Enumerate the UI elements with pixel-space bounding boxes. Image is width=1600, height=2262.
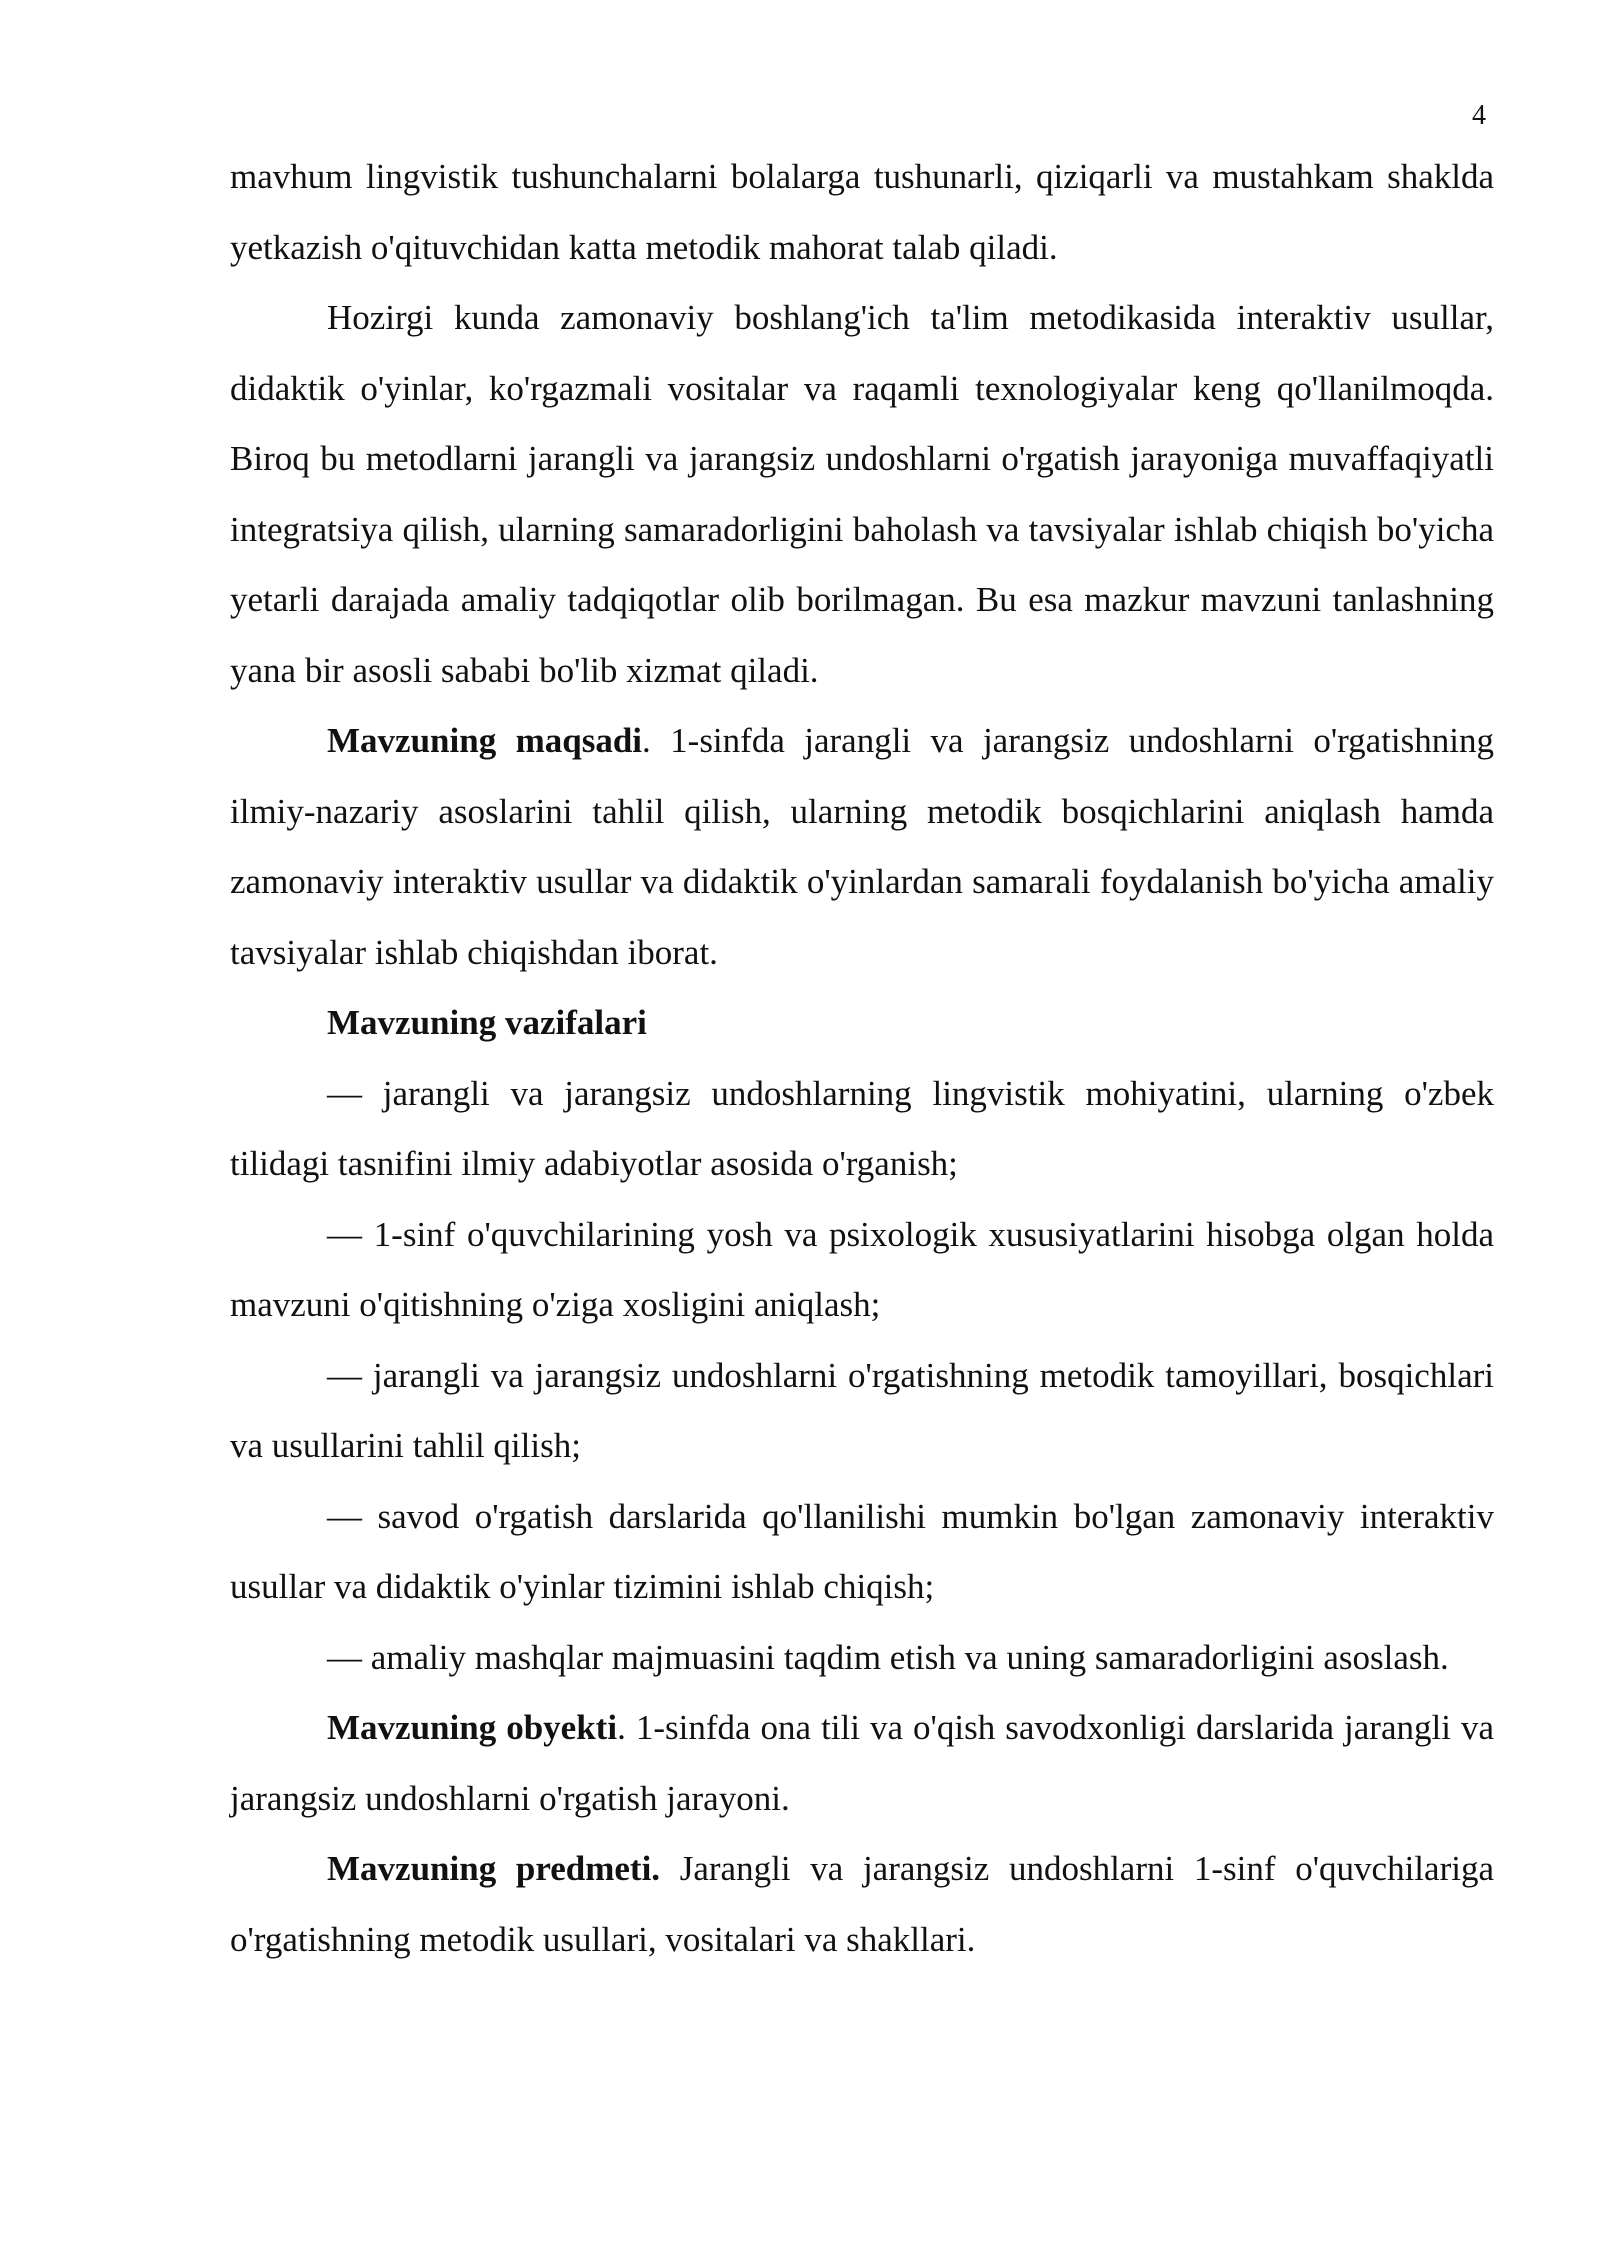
tasks-heading: Mavzuning vazifalari <box>327 1003 647 1042</box>
task-item: — jarangli va jarangsiz undoshlarni o'rgatishning metodik tamoyillari, bosqichlari va usullarini tahlil qilish; <box>230 1355 1494 1465</box>
object-heading: Mavzuning obyekti <box>327 1708 618 1747</box>
goal-text: . 1-sinfda jarangli va jarangsiz undoshlarni o'rgatishning ilmiy-nazariy asoslarini tahlil qilish, ularning metodik bosqichlarini aniqlash hamda zamonaviy interaktiv usullar va didaktik o'yinlardan samarali foydalanish bo'yicha amaliy tavsiyalar ishlab chiqishdan iborat. <box>230 721 1494 972</box>
page-number: 4 <box>1472 100 1486 131</box>
paragraph-relevance: Hozirgi kunda zamonaviy boshlang'ich ta'lim metodikasida interaktiv usullar, didaktik o'yinlar, ko'rgazmali vositalar va raqamli texnologiyalar keng qo'llanilmoqda. Biroq bu metodlarni jarangli va jarangsiz undoshlarni o'rgatish jarayoniga muvaffaqiyatli integratsiya qilish, ularning samaradorligini baholash va tavsiyalar ishlab chiqish bo'yicha yetarli darajada amaliy tadqiqotlar olib borilmagan. Bu esa mazkur mavzuni tanlashning yana bir asosli sababi bo'lib xizmat qiladi. <box>230 298 1494 690</box>
task-item: — amaliy mashqlar majmuasini taqdim etish va uning samaradorligini asoslash. <box>327 1637 1449 1677</box>
subject-heading: Mavzuning predmeti. <box>327 1849 661 1888</box>
task-item: — savod o'rgatish darslarida qo'llanilishi mumkin bo'lgan zamonaviy interaktiv usullar va didaktik o'yinlar tizimini ishlab chiqish; <box>230 1496 1494 1606</box>
document-body <box>230 142 1494 1975</box>
subject-text: Jarangli va jarangsiz undoshlarni 1-sinf o'quvchilariga o'rgatishning metodik usullari, vositalari va shakllari. <box>230 1849 1494 1959</box>
task-item: — jarangli va jarangsiz undoshlarning lingvistik mohiyatini, ularning o'zbek tilidagi tasnifini ilmiy adabiyotlar asosida o'rganish; <box>230 1073 1494 1183</box>
paragraph-goal <box>230 706 1494 988</box>
paragraph-object <box>230 1693 1494 1834</box>
task-item: — 1-sinf o'quvchilarining yosh va psixologik xususiyatlarini hisobga olgan holda mavzuni o'qitishning o'ziga xosligini aniqlash; <box>230 1214 1494 1324</box>
paragraph-intro-continuation: mavhum lingvistik tushunchalarni bolalarga tushunarli, qiziqarli va mustahkam shaklda yetkazish o'qituvchidan katta metodik mahorat talab qiladi. <box>230 157 1494 267</box>
paragraph-subject <box>230 1834 1494 1975</box>
object-text: . 1-sinfda ona tili va o'qish savodxonligi darslarida jarangli va jarangsiz undoshlarni o'rgatish jarayoni. <box>230 1708 1494 1818</box>
goal-heading: Mavzuning maqsadi <box>327 721 643 760</box>
